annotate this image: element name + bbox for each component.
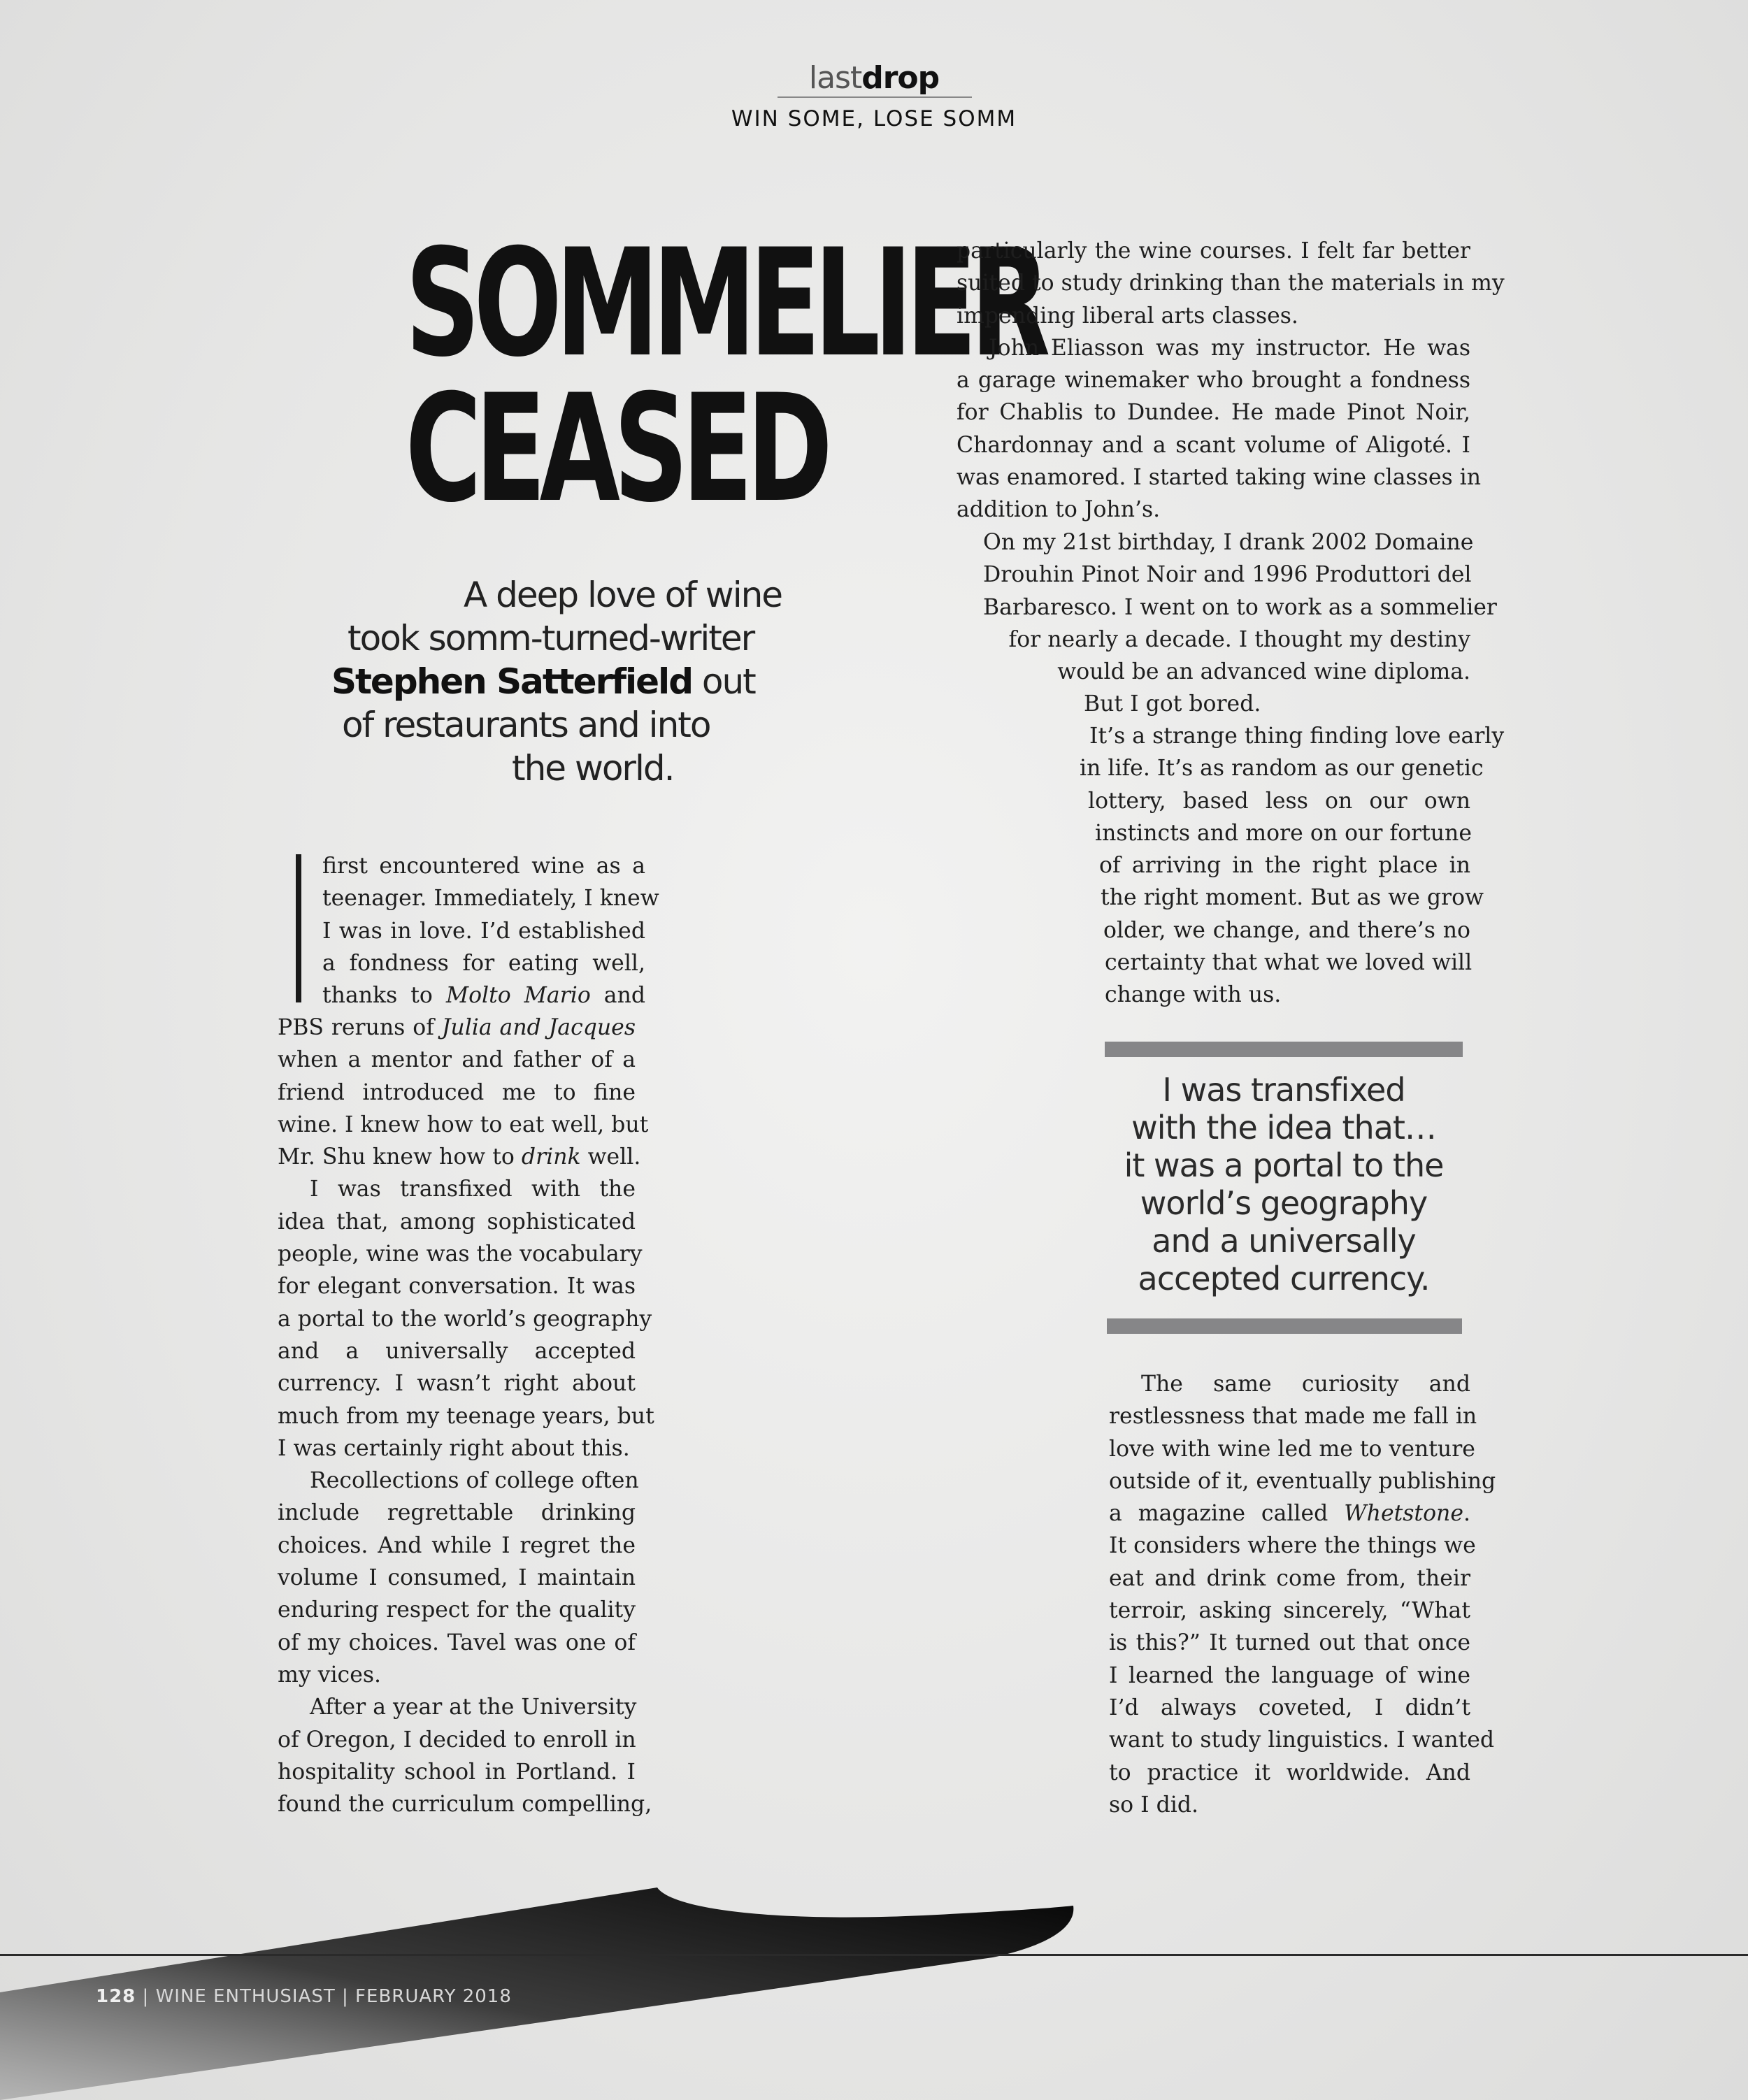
paragraph-r6 (1109, 1368, 1496, 1497)
deck-line-4: of restaurants and into (342, 705, 710, 745)
text-line: is this?” It turned out that once (1109, 1630, 1470, 1656)
text-line: for nearly a decade. I thought my destiny (1008, 626, 1470, 652)
paragraph-r6-continued (1109, 1530, 1495, 1821)
italic-title: Julia and Jacques (441, 1015, 636, 1040)
deck-line-5: the world. (512, 748, 674, 789)
kicker-rule (778, 96, 972, 98)
deck-line-2: took somm-turned-writer (348, 618, 754, 659)
pullquote-bottom-rule (1107, 1318, 1462, 1334)
text-line: I was certainly right about this. (278, 1435, 630, 1461)
paragraph-r2 (957, 332, 1482, 526)
section-title: WIN SOME, LOSE SOMM (731, 106, 1017, 131)
text-line: The same curiosity and (1141, 1372, 1470, 1397)
kicker-light: last (808, 60, 862, 96)
text-line: so I did. (1109, 1792, 1199, 1818)
pull-quote (1105, 1071, 1463, 1297)
text-run: well. (580, 1144, 641, 1170)
text-line: was enamored. I started taking wine classes in (957, 465, 1482, 491)
paragraph-r3 (983, 526, 1497, 688)
text-line: when a mentor and father of a (278, 1047, 636, 1073)
text-line (1109, 1497, 1470, 1530)
pullquote-line: I was transfixed (1162, 1071, 1405, 1109)
paragraph-r5 (1080, 720, 1505, 1012)
publication-date: | WINE ENTHUSIAST | FEBRUARY 2018 (136, 1986, 512, 2007)
headline (405, 217, 1045, 535)
text-line: teenager. Immediately, I knew (322, 886, 659, 912)
text-line: certainty that what we loved will (1105, 950, 1473, 976)
text-line: a portal to the world’s geography (278, 1306, 652, 1332)
author-name: Stephen Satterfield (331, 661, 692, 702)
paragraph-4 (278, 1691, 652, 1820)
right-column-middle (1080, 720, 1505, 1012)
text-line: for Chablis to Dundee. He made Pinot Noir, (957, 400, 1470, 426)
pullquote-line: and a universally (1152, 1222, 1416, 1260)
text-line: I’d always coveted, I didn’t (1109, 1695, 1470, 1720)
text-line: love with wine led me to venture (1109, 1436, 1475, 1462)
italic-magazine-title: Whetstone (1344, 1501, 1463, 1527)
text-line: my vices. (278, 1662, 382, 1688)
text-run: Mr. Shu knew how to (278, 1144, 522, 1170)
text-line: Chardonnay and a scant volume of Aligoté. I (957, 432, 1470, 458)
text-run: a magazine called (1109, 1501, 1345, 1527)
text-line: Barbaresco. I went on to work as a sommelier (983, 594, 1497, 620)
text-line: found the curriculum compelling, (278, 1792, 652, 1818)
deck-line-3 (331, 660, 755, 703)
text-line: much from my teenage years, but (278, 1403, 654, 1429)
text-line: eat and drink come from, their (1109, 1565, 1470, 1591)
text-line: After a year at the University (310, 1695, 637, 1720)
text-line: first encountered wine as a (322, 854, 645, 879)
text-line: addition to John’s. (957, 497, 1161, 523)
text-line: But I got bored. (1084, 691, 1261, 717)
pullquote-line: world’s geography (1140, 1184, 1428, 1222)
text-line: of Oregon, I decided to enroll in (278, 1727, 636, 1753)
text-line: change with us. (1105, 982, 1282, 1008)
text-line: include regrettable drinking (278, 1500, 636, 1526)
deck-line-3-tail: out (692, 661, 755, 702)
pullquote-line: accepted currency. (1138, 1260, 1430, 1297)
drop-cap-i (296, 854, 301, 1002)
text-line: a fondness for eating well, (322, 950, 645, 976)
text-line: currency. I wasn’t right about (278, 1371, 636, 1397)
text-line: It’s a strange thing finding love early (1089, 724, 1505, 749)
text-run: . (1463, 1501, 1470, 1527)
text-line: It considers where the things we (1109, 1533, 1476, 1559)
paragraph-3 (278, 1465, 639, 1691)
pullquote-line: it was a portal to the (1124, 1146, 1444, 1184)
text-line: the right moment. But as we grow (1101, 885, 1484, 911)
text-line: volume I consumed, I maintain (278, 1565, 636, 1591)
text-line: wine. I knew how to eat well, but (278, 1112, 649, 1137)
text-run: thanks to (322, 983, 446, 1009)
text-line: impending liberal arts classes. (957, 303, 1298, 329)
italic-word: drink (521, 1144, 581, 1170)
text-line: lottery, based less on our own (1088, 788, 1470, 814)
text-line: to practice it worldwide. And (1109, 1760, 1470, 1785)
text-line: enduring respect for the quality (278, 1597, 636, 1623)
text-line (278, 1141, 641, 1173)
folio (96, 1986, 512, 2007)
text-line: I learned the language of wine (1109, 1662, 1470, 1688)
paragraph-r1 (957, 235, 1505, 332)
text-line: restlessness that made me fall in (1109, 1404, 1477, 1430)
text-line: would be an advanced wine diploma. (1057, 659, 1470, 685)
text-line: I was in love. I’d established (322, 918, 645, 944)
kicker-bold: drop (861, 60, 940, 96)
text-line: Drouhin Pinot Noir and 1996 Produttori del (983, 562, 1472, 588)
text-line: suited to study drinking than the materials in my (957, 271, 1505, 296)
text-line: for elegant conversation. It was (278, 1274, 636, 1300)
text-line: and a universally accepted (278, 1338, 636, 1364)
text-line: On my 21st birthday, I drank 2002 Domaine (983, 530, 1474, 555)
text-line: instincts and more on our fortune (1095, 820, 1472, 846)
pullquote-top-rule (1105, 1042, 1463, 1057)
right-column-upper (957, 235, 1505, 526)
section-kicker (0, 60, 1748, 96)
text-line: Recollections of college often (310, 1468, 639, 1494)
text-line: choices. And while I regret the (278, 1532, 636, 1558)
text-line: hospitality school in Portland. I (278, 1759, 636, 1785)
right-column-lower (1109, 1368, 1496, 1821)
text-line: want to study linguistics. I wanted (1109, 1727, 1495, 1753)
text-line: older, we change, and there’s no (1103, 917, 1470, 943)
text-line: people, wine was the vocabulary (278, 1242, 643, 1267)
footer-rule (0, 1954, 1748, 1956)
text-line: terroir, asking sincerely, “What (1109, 1598, 1470, 1624)
deck-line-1: A deep love of wine (464, 575, 782, 615)
text-line: of my choices. Tavel was one of (278, 1630, 636, 1655)
text-line (322, 979, 645, 1012)
left-column (278, 1012, 654, 1820)
right-column-short (1084, 688, 1470, 720)
text-line: of arriving in the right place in (1099, 853, 1470, 879)
italic-title: Molto Mario (445, 983, 591, 1009)
text-line: idea that, among sophisticated (278, 1209, 636, 1235)
paragraph-2 (278, 1173, 654, 1465)
page-number: 128 (96, 1986, 136, 2007)
pullquote-line: with the idea that… (1131, 1109, 1436, 1146)
text-line (278, 1012, 636, 1044)
headline-line-1: SOMMELIER (405, 217, 1045, 389)
text-line: outside of it, eventually publishing (1109, 1468, 1496, 1494)
text-run: PBS reruns of (278, 1015, 442, 1040)
text-line: I was transfixed with the (310, 1177, 636, 1202)
text-line: particularly the wine courses. I felt far better (957, 238, 1470, 264)
text-line: in life. It’s as random as our genetic (1080, 756, 1484, 782)
text-line: John Eliasson was my instructor. He was (989, 335, 1470, 361)
right-column-taper (983, 526, 1497, 688)
text-line: a garage winemaker who brought a fondness (957, 368, 1470, 394)
headline-line-2: CEASED (405, 362, 826, 535)
paragraph-1-dropcap-block (322, 850, 659, 1012)
text-run: and (590, 983, 646, 1009)
text-line: friend introduced me to fine (278, 1079, 636, 1105)
